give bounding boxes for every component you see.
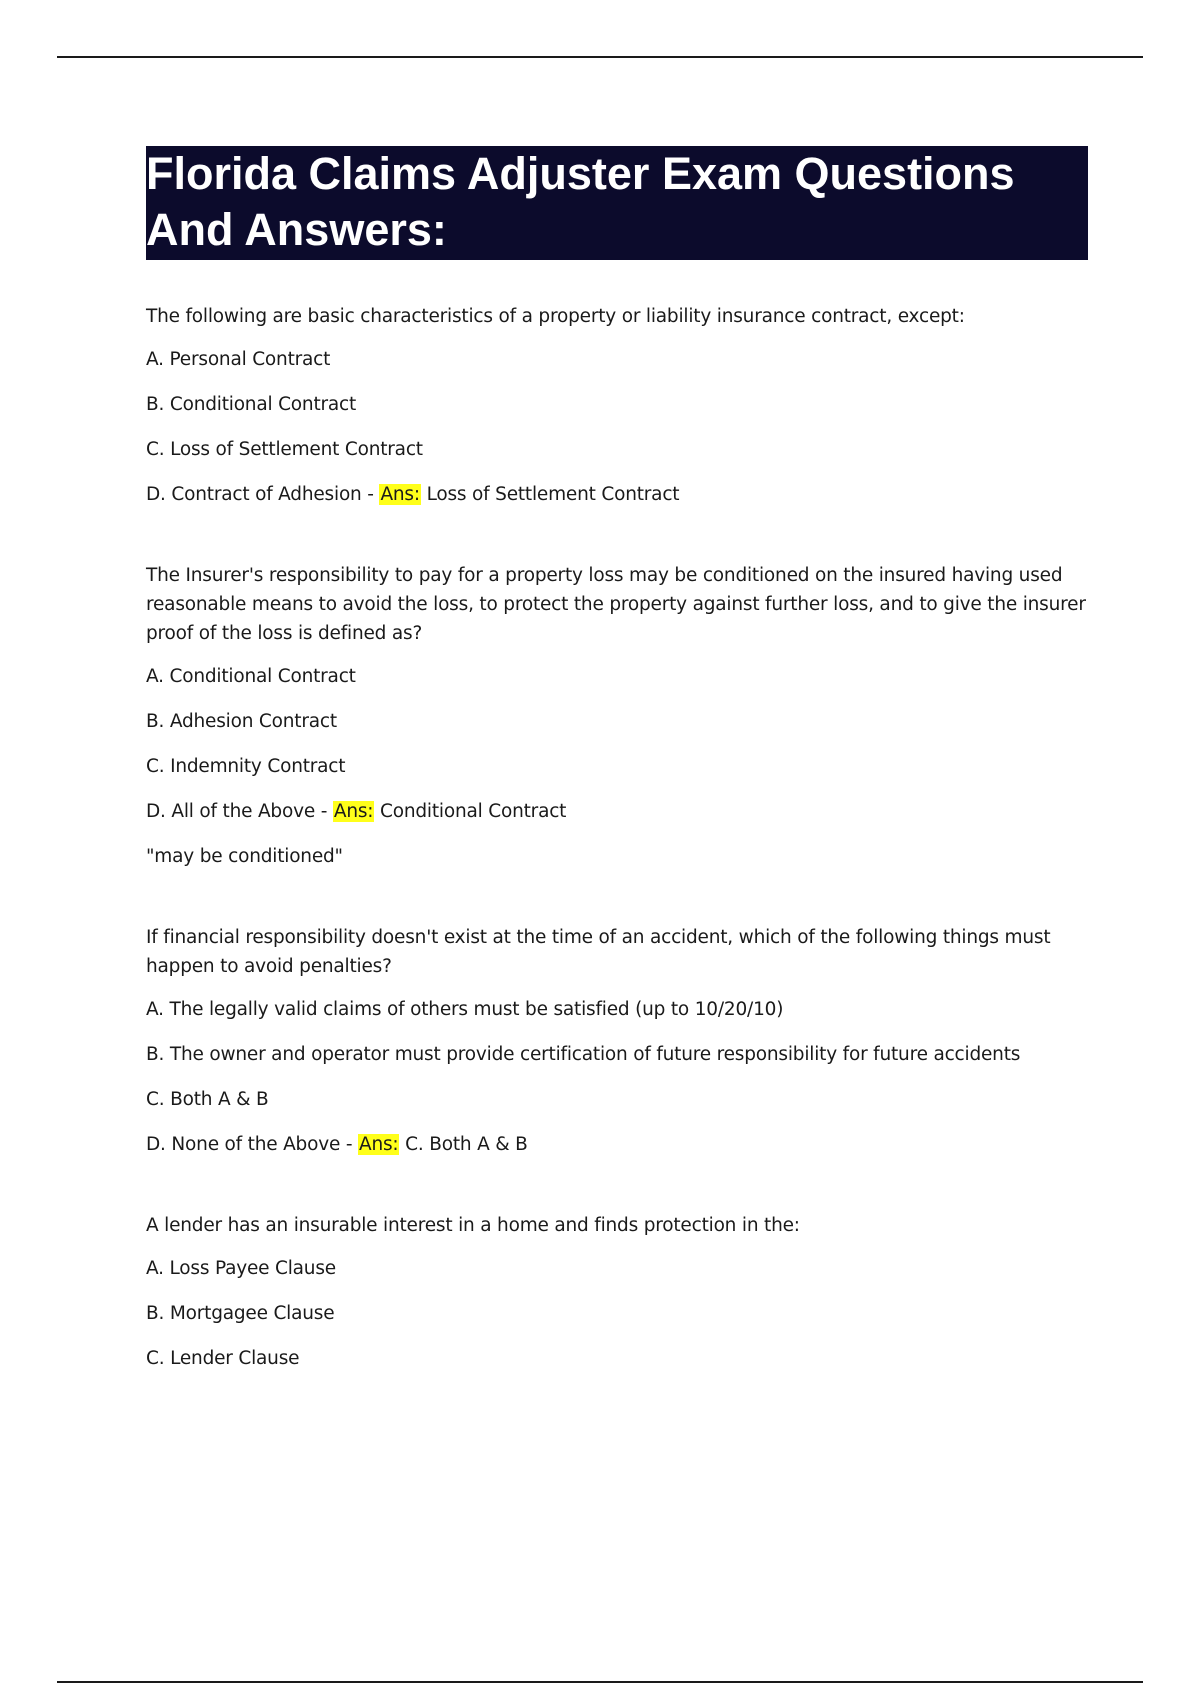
- question-text: If financial responsibility doesn't exist at the time of an accident, which of the following things must happen to avoid penalties?: [146, 927, 1051, 977]
- question-text: The following are basic characteristics of a property or liability insurance contract, except:: [146, 306, 965, 327]
- question-4: [146, 1211, 1088, 1371]
- document-title: Florida Claims Adjuster Exam Questions And Answers:: [146, 146, 1088, 260]
- bottom-rule: [57, 1681, 1143, 1683]
- option-b: B. The owner and operator must provide certification of future responsibility for future accidents: [146, 1044, 1021, 1065]
- option-b: B. Conditional Contract: [146, 394, 357, 415]
- document-body: [146, 146, 1088, 1425]
- answer-text: C. Both A & B: [405, 1134, 528, 1155]
- question-2: [146, 561, 1088, 869]
- answer-text: Conditional Contract: [380, 801, 567, 822]
- option-d-with-answer: [146, 799, 1088, 824]
- option-d: D. All of the Above -: [146, 801, 328, 822]
- answer-text: Loss of Settlement Contract: [426, 484, 680, 505]
- option-b: B. Mortgagee Clause: [146, 1303, 335, 1324]
- option-d: D. None of the Above -: [146, 1134, 353, 1155]
- option-a: A. Personal Contract: [146, 349, 331, 370]
- answer-label-highlight: Ans:: [380, 484, 420, 505]
- question-text: The Insurer's responsibility to pay for a property loss may be conditioned on the insured having used reasonable means to avoid the loss, to protect the property against further loss, and to give the insurer proof of the loss is defined as?: [146, 565, 1086, 644]
- option-d-with-answer: [146, 1132, 1088, 1157]
- option-c: C. Both A & B: [146, 1089, 269, 1110]
- answer-label-highlight: Ans:: [333, 801, 374, 822]
- option-a: A. Loss Payee Clause: [146, 1258, 336, 1279]
- question-1: [146, 302, 1088, 507]
- option-d: D. Contract of Adhesion -: [146, 484, 374, 505]
- top-rule: [57, 56, 1143, 58]
- option-b: B. Adhesion Contract: [146, 711, 337, 732]
- answer-label-highlight: Ans:: [359, 1134, 399, 1155]
- option-c: C. Loss of Settlement Contract: [146, 439, 423, 460]
- option-a: A. The legally valid claims of others must be satisfied (up to 10/20/10): [146, 999, 784, 1020]
- option-c: C. Indemnity Contract: [146, 756, 346, 777]
- option-d-with-answer: [146, 482, 1088, 507]
- answer-note: "may be conditioned": [146, 846, 343, 867]
- question-text: A lender has an insurable interest in a home and finds protection in the:: [146, 1215, 800, 1236]
- question-3: [146, 923, 1088, 1157]
- option-a: A. Conditional Contract: [146, 666, 356, 687]
- option-c: C. Lender Clause: [146, 1348, 300, 1369]
